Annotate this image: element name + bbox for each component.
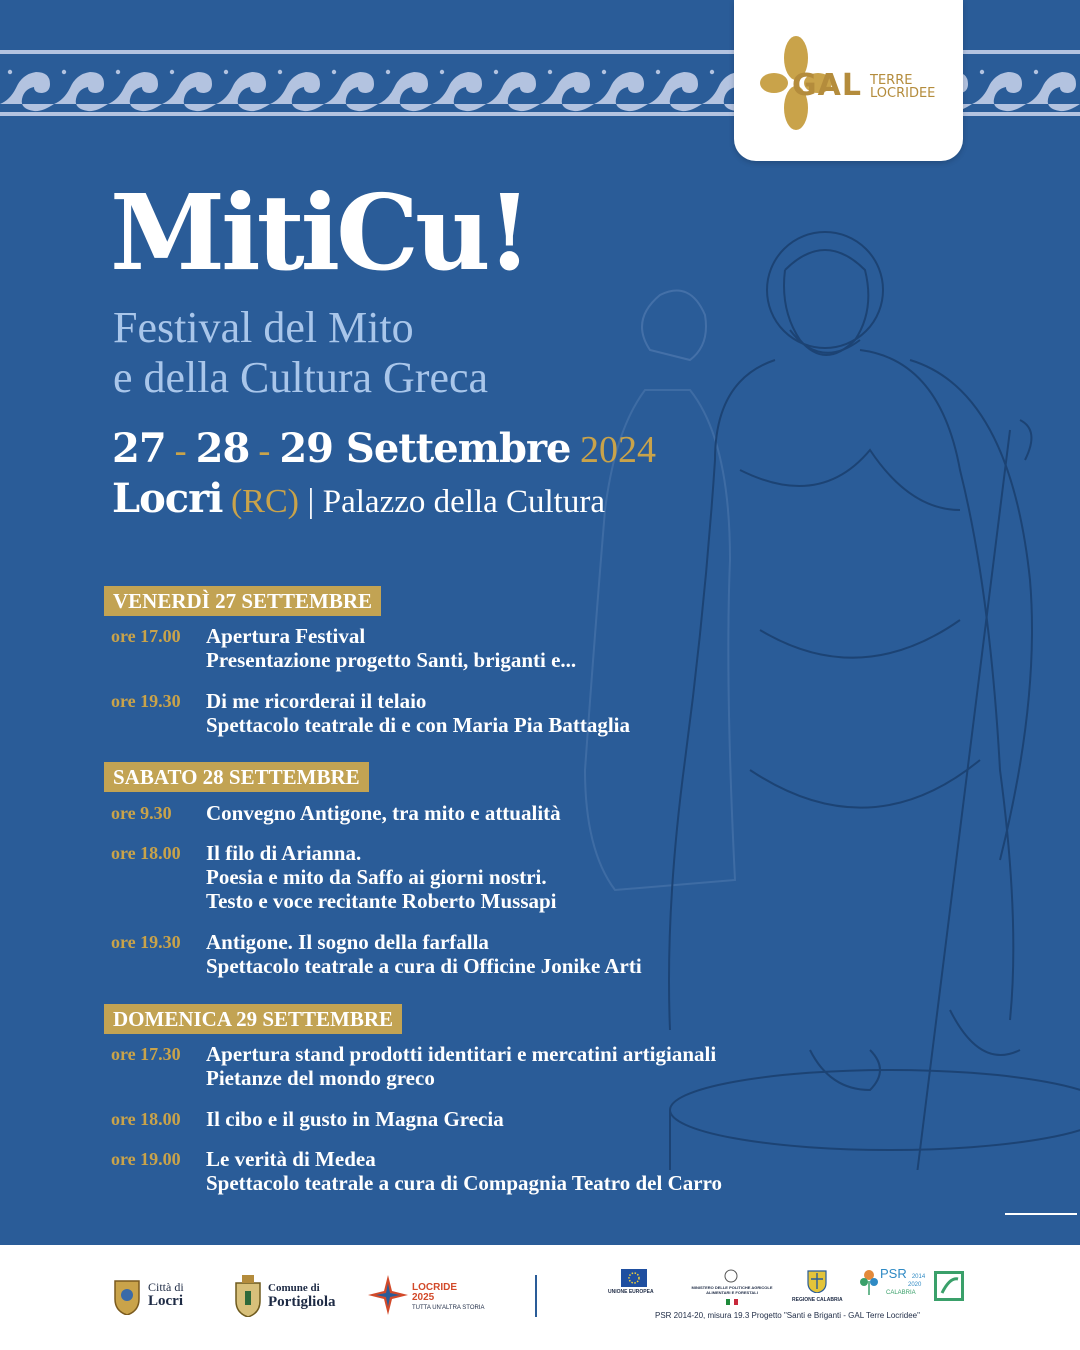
wave-dot bbox=[224, 70, 228, 74]
wave-dot bbox=[440, 70, 444, 74]
wave-dot bbox=[386, 70, 390, 74]
event-detail: Spettacolo teatrale a cura di Compagnia Teatro del Carro bbox=[206, 1171, 723, 1195]
event-time: ore 17.00 bbox=[111, 626, 181, 646]
terre-locridee-text: TERRE LOCRIDEE bbox=[870, 73, 936, 101]
event-title: Di me ricorderai il telaio bbox=[206, 689, 427, 713]
day-label-sabato: SABATO 28 SETTEMBRE bbox=[104, 762, 369, 792]
divider-line bbox=[1005, 1213, 1077, 1215]
portigliola-logo-text: Comune di Portigliola bbox=[268, 1282, 336, 1310]
wave-dot bbox=[8, 70, 12, 74]
wave-dot bbox=[710, 70, 714, 74]
event-time: ore 18.00 bbox=[111, 1109, 181, 1129]
locri-logo-text: Città di Locri bbox=[148, 1280, 184, 1309]
wave-dot bbox=[494, 70, 498, 74]
event-title: Convegno Antigone, tra mito e attualità bbox=[206, 801, 561, 825]
event-time: ore 9.30 bbox=[111, 803, 172, 823]
event-time: ore 19.30 bbox=[111, 691, 181, 711]
event-title: Antigone. Il sogno della farfalla bbox=[206, 930, 489, 954]
gal-logo-text: GAL bbox=[792, 68, 862, 103]
locride-logo-text: LOCRIDE 2025 TUTTA UN'ALTRA STORIA bbox=[412, 1282, 485, 1311]
festival-location: Locri (RC) | Palazzo della Cultura bbox=[112, 475, 605, 522]
event-detail: Presentazione progetto Santi, briganti e... bbox=[206, 648, 577, 672]
italy-flag-icon bbox=[726, 1299, 738, 1305]
wave-dot bbox=[278, 70, 282, 74]
event-detail: Poesia e mito da Saffo ai giorni nostri. bbox=[206, 865, 547, 889]
ministero-emblem-icon bbox=[722, 1269, 740, 1283]
greek-statue-illustration bbox=[560, 210, 1080, 1170]
regione-calabria-crest-icon bbox=[806, 1269, 828, 1293]
day-label-venerdi: VENERDÌ 27 SETTEMBRE bbox=[104, 586, 381, 616]
wave-dot bbox=[116, 70, 120, 74]
wave-dot bbox=[1034, 70, 1038, 74]
wave-dot bbox=[62, 70, 66, 74]
event-time: ore 19.00 bbox=[111, 1149, 181, 1169]
event-detail: Pietanze del mondo greco bbox=[206, 1066, 435, 1090]
event-time: ore 19.30 bbox=[111, 932, 181, 952]
psr-flower-icon bbox=[858, 1267, 880, 1297]
day-label-domenica: DOMENICA 29 SETTEMBRE bbox=[104, 1004, 402, 1034]
regione-label: REGIONE CALABRIA bbox=[792, 1297, 843, 1303]
psr-logo-text: PSR 2014 2020 CALABRIA bbox=[880, 1266, 926, 1296]
event-detail: Testo e voce recitante Roberto Mussapi bbox=[206, 889, 557, 913]
festival-subtitle: Festival del Mito e della Cultura Greca bbox=[113, 303, 489, 402]
event-title: Il filo di Arianna. bbox=[206, 841, 362, 865]
psr-funding-note: PSR 2014-20, misura 19.3 Progetto "Santi e Briganti - GAL Terre Locridee" bbox=[655, 1311, 920, 1320]
eu-label: UNIONE EUROPEA bbox=[608, 1289, 654, 1295]
wave-dot bbox=[170, 70, 174, 74]
locri-crest-icon bbox=[112, 1275, 142, 1315]
footer-divider bbox=[535, 1275, 537, 1317]
festival-title: MitiCu! bbox=[110, 171, 529, 294]
event-title: Apertura stand prodotti identitari e mercatini artigianali bbox=[206, 1042, 717, 1066]
sponsor-footer bbox=[0, 1245, 1080, 1350]
gal-logo-card bbox=[734, 0, 963, 161]
event-time: ore 18.00 bbox=[111, 843, 181, 863]
wave-dot bbox=[332, 70, 336, 74]
wave-dot bbox=[602, 70, 606, 74]
ministero-label: MINISTERO DELLE POLITICHE AGRICOLE ALIMENTARI E FORESTALI bbox=[691, 1285, 773, 1295]
event-time: ore 17.30 bbox=[111, 1044, 181, 1064]
eu-flag-icon bbox=[621, 1269, 647, 1287]
locride-star-icon bbox=[368, 1275, 408, 1315]
leader-logo-icon bbox=[934, 1271, 964, 1301]
wave-dot bbox=[548, 70, 552, 74]
wave-dot bbox=[980, 70, 984, 74]
festival-dates: 27 - 28 - 29 Settembre 2024 bbox=[112, 425, 656, 472]
event-detail: Spettacolo teatrale a cura di Officine Jonike Arti bbox=[206, 954, 642, 978]
wave-dot bbox=[656, 70, 660, 74]
event-title: Il cibo e il gusto in Magna Grecia bbox=[206, 1107, 504, 1131]
event-title: Apertura Festival bbox=[206, 624, 366, 648]
event-detail: Spettacolo teatrale di e con Maria Pia Battaglia bbox=[206, 713, 630, 737]
portigliola-crest-icon bbox=[232, 1273, 264, 1317]
event-title: Le verità di Medea bbox=[206, 1147, 376, 1171]
